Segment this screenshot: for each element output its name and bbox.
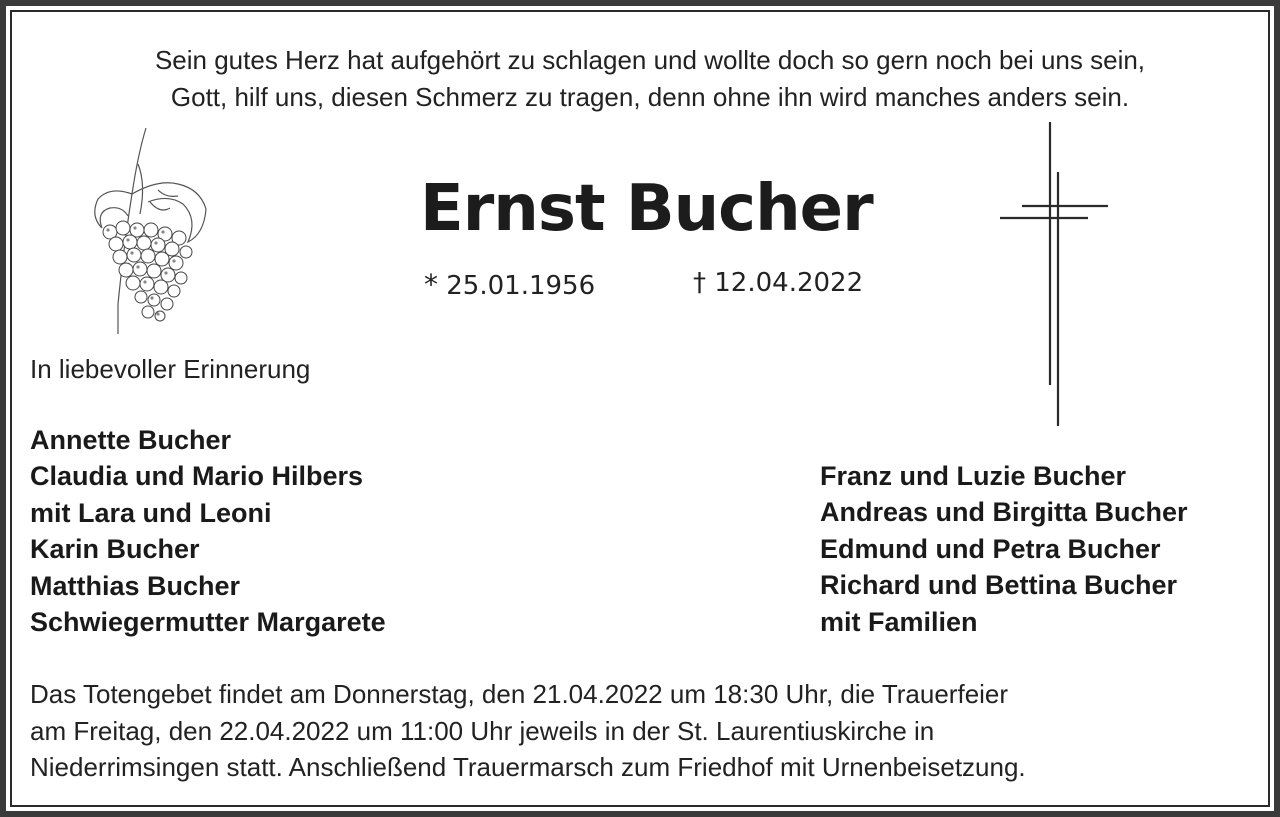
cross-icon (996, 120, 1112, 430)
notice-line-3: Niederrimsingen statt. Anschließend Trauermarsch zum Friedhof mit Urnenbeisetzung. (30, 752, 1026, 782)
birth-date-line (424, 268, 595, 301)
grapes-illustration-icon (88, 124, 213, 339)
list-item: mit Familien (820, 606, 978, 637)
list-item: Schwiegermutter Margarete (30, 607, 386, 638)
star-icon: * (424, 268, 438, 301)
poem-line-2: Gott, hilf uns, diesen Schmerz zu tragen, denn ohne ihn wird manches anders sein. (170, 82, 1130, 112)
birth-date: 25.01.1956 (446, 271, 596, 301)
list-item: Karin Bucher (30, 534, 200, 565)
list-item: Claudia und Mario Hilbers (30, 461, 364, 492)
list-item: Andreas und Birgitta Bucher (820, 497, 1188, 528)
poem-line-1: Sein gutes Herz hat aufgehört zu schlagen und wollte doch so gern noch bei uns sein, (154, 45, 1146, 75)
memory-line: In liebevoller Erinnerung (30, 354, 311, 384)
dagger-icon: † (693, 268, 706, 298)
funeral-notice (30, 676, 1026, 786)
deceased-name: Ernst Bucher (420, 172, 873, 246)
death-date-line (693, 268, 863, 298)
notice-line-1: Das Totengebet findet am Donnerstag, den 21.04.2022 um 18:30 Uhr, die Trauerfeier (30, 679, 1009, 709)
list-item: Franz und Luzie Bucher (820, 461, 1127, 491)
list-item: Annette Bucher (30, 425, 232, 455)
poem-verse (0, 42, 1280, 116)
list-item: mit Lara und Leoni (30, 497, 272, 528)
list-item: Richard und Bettina Bucher (820, 570, 1178, 601)
death-date: 12.04.2022 (714, 268, 864, 298)
mourners-right-list (820, 458, 1188, 640)
notice-line-2: am Freitag, den 22.04.2022 um 11:00 Uhr jeweils in der St. Laurentiuskirche in (30, 715, 935, 746)
mourners-left-list (30, 422, 386, 640)
list-item: Edmund und Petra Bucher (820, 533, 1161, 564)
list-item: Matthias Bucher (30, 570, 241, 601)
